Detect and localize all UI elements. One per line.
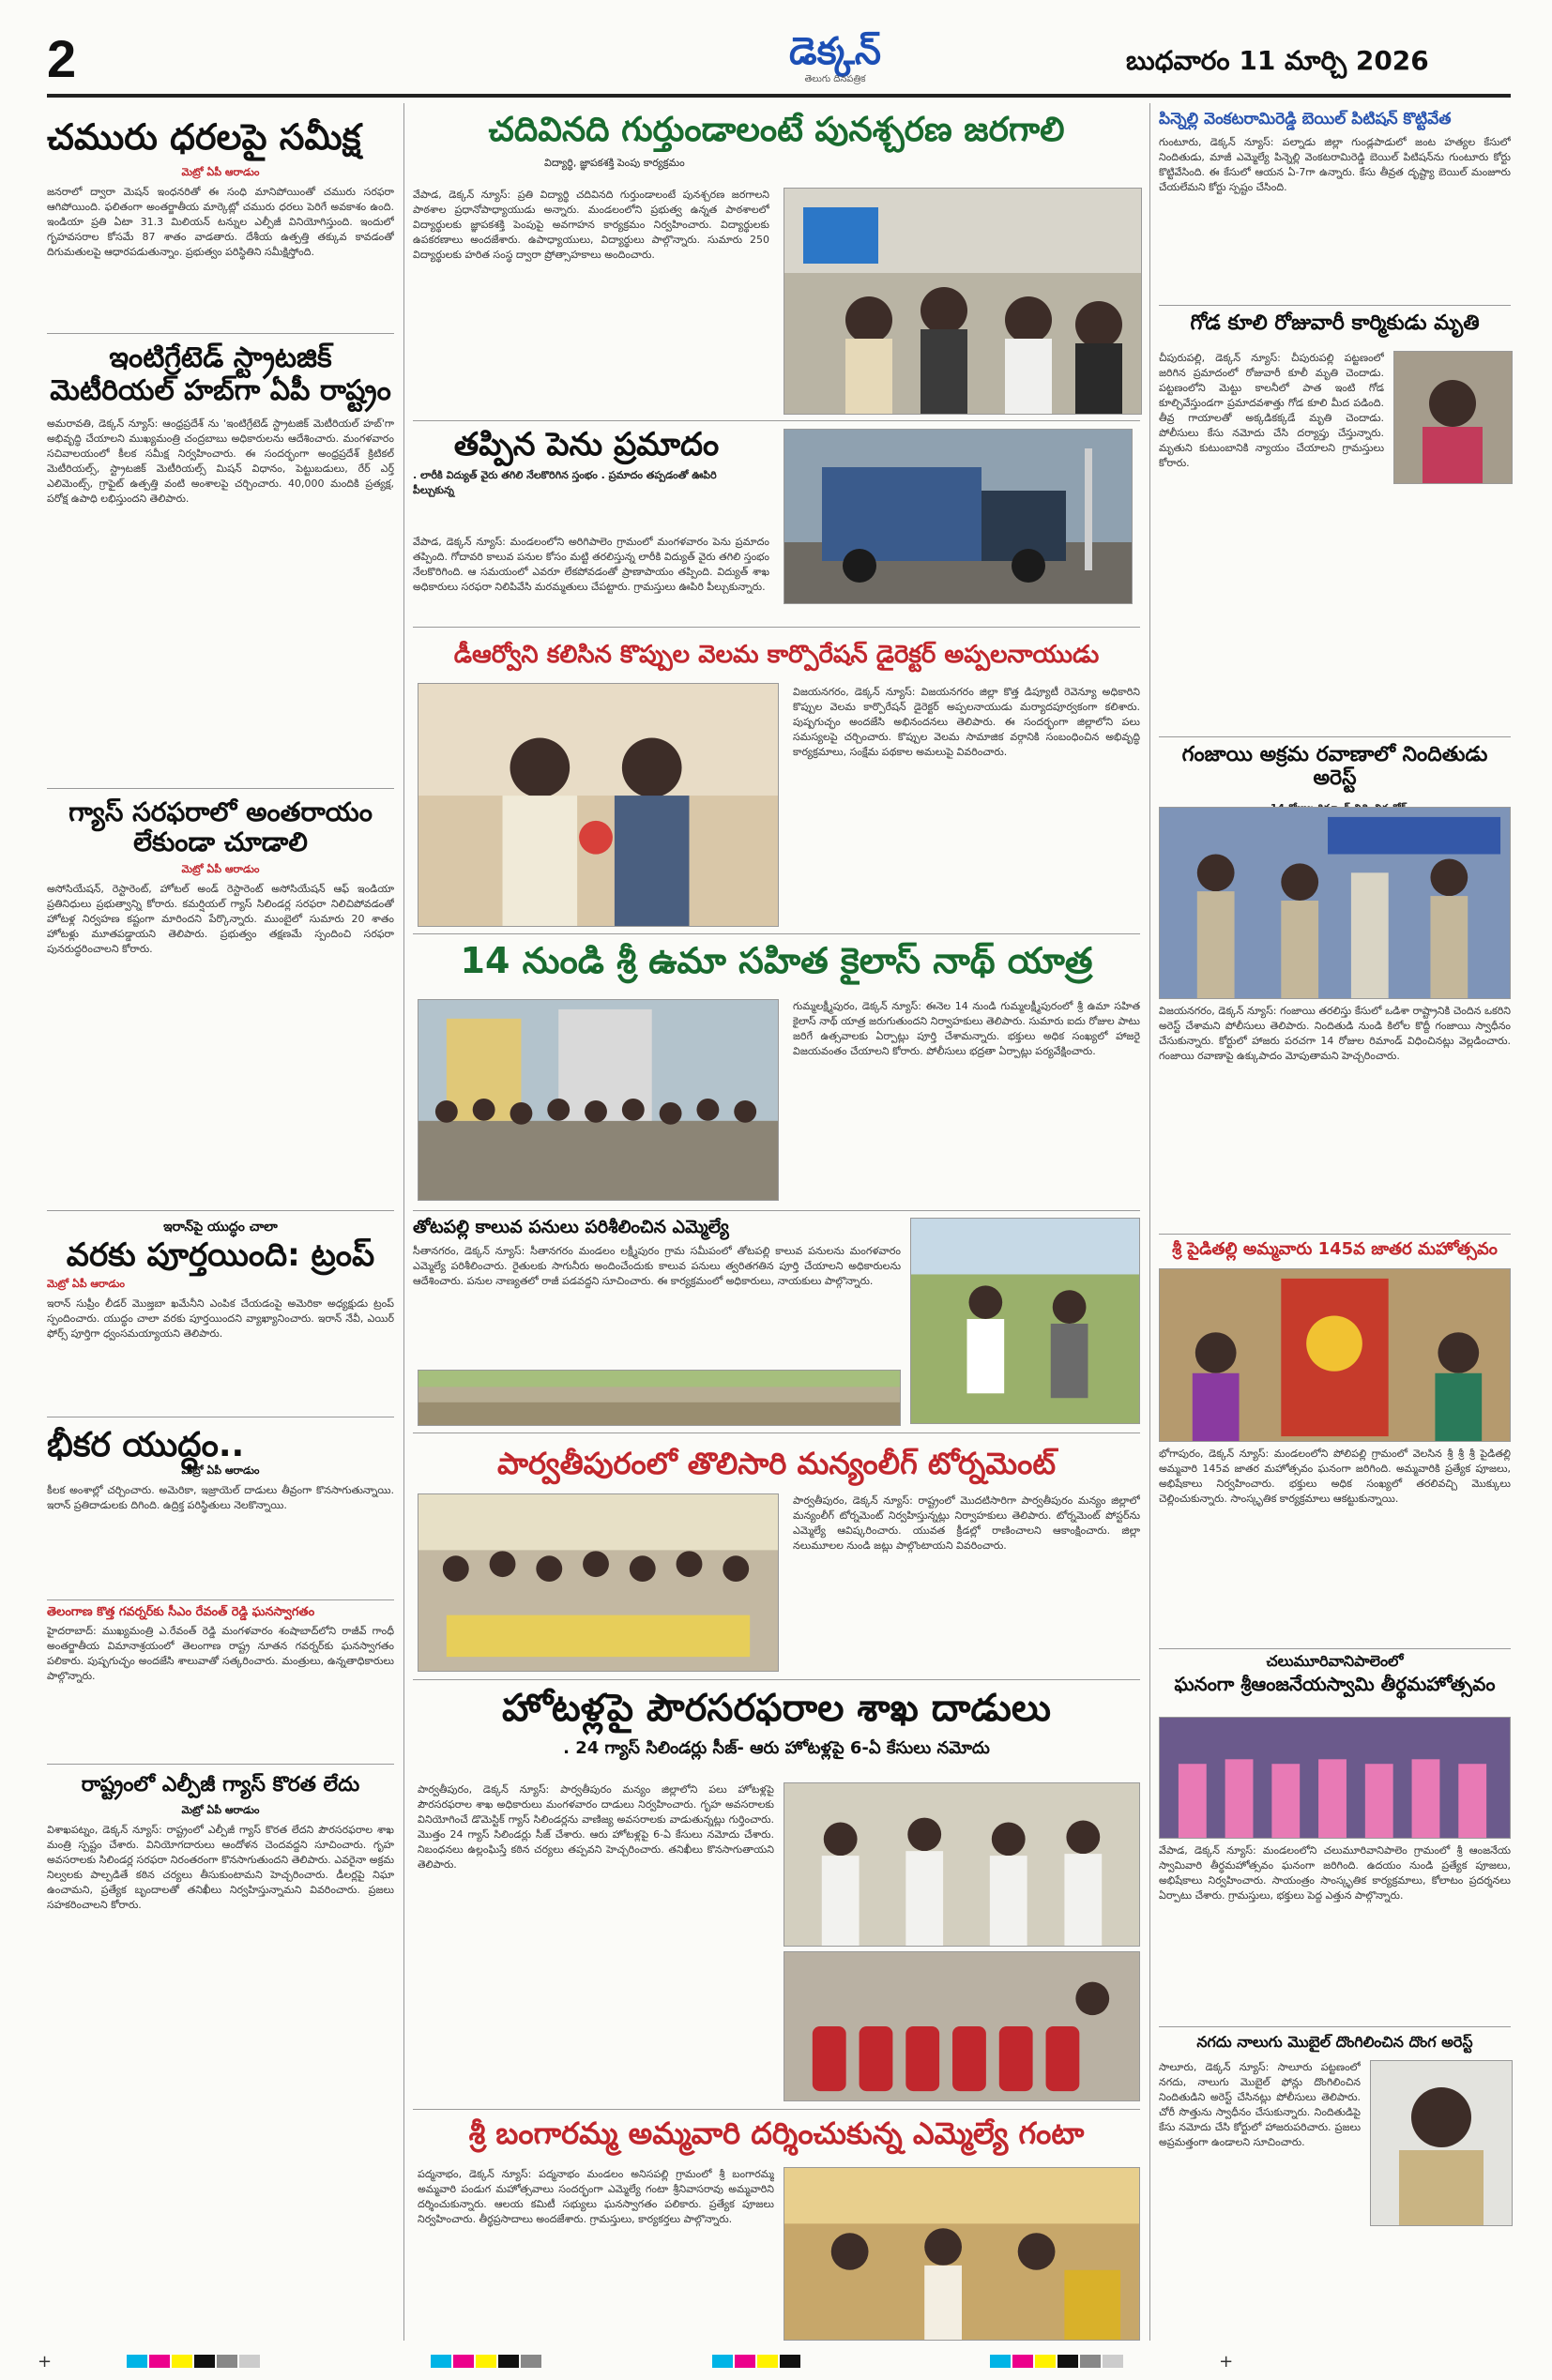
headline: ఘనంగా శ్రీఆంజనేయస్వామి తీర్థమహోత్సవం	[1174, 1673, 1496, 1696]
story-mid-6-headline	[418, 1439, 1135, 1488]
photo-dance-performance	[1159, 1717, 1511, 1839]
headline: గోడ కూలి రోజువారీ కార్మికుడు మృతి	[1190, 311, 1480, 335]
issue-date: బుధవారం 11 మార్చి 2026	[1126, 45, 1429, 76]
headline: నగదు నాలుగు మొబైల్ దొంగిలించిన దొంగ అరెస్ట్	[1196, 2033, 1473, 2051]
divider	[1159, 1648, 1511, 1649]
byline: మెట్రో ఏపీ ఆరాడుం	[181, 1804, 260, 1817]
story-right-1	[1159, 111, 1511, 299]
divider	[413, 1210, 1140, 1211]
headline: భీకర యుద్ధం..	[47, 1426, 245, 1464]
story-mid-4	[413, 941, 1140, 982]
color-swatch	[194, 2355, 215, 2368]
story-body: వేపాడ, డెక్కన్ న్యూస్: ప్రతి విద్యార్థి చదివినది గుర్తుండాలంటే పునశ్చరణ జరగాలని పాఠశాల ప్రధానోపాధ్యాయుడు అన్నారు. మండలంలోని ప్రభుత్వ ఉన్నత పాఠశాలలో విద్యార్థులకు జ్ఞాపకశక్తి పెంపుపై అవగాహన కార్యక్రమం నిర్వహించారు. విద్యార్థులకు ఉపకరణాలు అందజేశారు. ఉపాధ్యాయులు, విద్యార్థులు పాల్గొన్నారు. సుమారు 250 విద్యార్థులకు హరిత సంస్థ ద్వారా ప్రోత్సాహకాలు అందించారు.	[413, 189, 769, 261]
header-rule	[47, 94, 1511, 98]
story-mid-1	[413, 111, 1140, 261]
story-body: విజయనగరం, డెక్కన్ న్యూస్: విజయనగరం జిల్లా కొత్త డిప్యూటీ రెవెన్యూ అధికారిని కొప్పుల వెలమ కార్పొరేషన్ డైరెక్టర్ అప్పలనాయుడు మర్యాదపూర్వకంగా కలిశారు. పుష్పగుచ్ఛం అందజేసి అభినందనలు తెలిపారు. ఈ సందర్భంగా జిల్లాలోని పలు సమస్యలపై చర్చించారు. కొప్పుల వెలమ సామాజిక వర్గానికి సంబంధించిన అభివృద్ధి కార్యక్రమాలు, సంక్షేమ పథకాల అమలుపై వివరించారు.	[793, 686, 1140, 758]
divider	[1159, 1234, 1511, 1235]
column-divider	[1149, 103, 1150, 2341]
story-right-4	[1159, 1240, 1511, 1260]
logo-tagline: తెలుగు దినపత్రిక	[804, 74, 866, 84]
headline: రాష్ట్రంలో ఎల్పీజీ గ్యాస్ కొరత లేదు	[81, 1773, 360, 1796]
story-body: హైదరాబాద్: ముఖ్యమంత్రి ఎ.రేవంత్ రెడ్డి మంగళవారం శంషాబాద్‌లోని రాజీవ్ గాంధీ అంతర్జాతీయ విమానాశ్రయంలో తెలంగాణ రాష్ట్ర నూతన గవర్నర్‌కు ఘనస్వాగతం పలికారు. పుష్పగుచ్ఛం అందజేసి శాలువాతో సత్కరించారు. మంత్రులు, ఉన్నతాధికారులు పాల్గొన్నారు.	[47, 1624, 394, 1682]
story-mid-3-headline	[418, 634, 1135, 675]
headline: ఇంటిగ్రేటెడ్ స్ట్రాటజిక్ మెటీరియల్ హబ్‌గా ఏపీ రాష్ట్రం	[50, 341, 391, 407]
divider	[47, 1210, 394, 1211]
story-right-3	[1159, 743, 1511, 817]
headline: పిన్నెల్లి వెంకటరామిరెడ్డి బెయిల్ పిటిషన్ కొట్టివేత	[1159, 110, 1452, 129]
story-body: కీలక అంశాల్లో చర్చించారు. అమెరికా, ఇజ్రాయెల్ దాడులు తీవ్రంగా కొనసాగుతున్నాయి. ఇరాన్ ప్రతిదాడులకు దిగింది. ఉద్రిక్త పరిస్థితులు నెలకొన్నాయి.	[47, 1484, 394, 1512]
story-left-4	[47, 1220, 394, 1409]
headline: చదివినది గుర్తుండాలంటే పునశ్చరణ జరగాలి	[488, 111, 1065, 149]
column-divider	[403, 103, 404, 2341]
story-body: విజయనగరం, డెక్కన్ న్యూస్: గంజాయి తరలిస్తు కేసులో ఒడిశా రాష్ట్రానికి చెందిన ఒకరిని అరెస్ట్ చేశామని పోలీసులు తెలిపారు. నిందితుడి నుండి కిలోల కొద్దీ గంజాయి స్వాధీనం చేసుకున్నారు. కోర్టులో హాజరు పరచగా 14 రోజుల రిమాండ్ విధించినట్లు వెల్లడించారు. గంజాయి రవాణాపై ఉక్కుపాదం మోపుతామని హెచ్చరించారు.	[1159, 1005, 1511, 1062]
story-body: సాలూరు, డెక్కన్ న్యూస్: సాలూరు పట్టణంలో నగదు, నాలుగు మొబైల్ ఫోన్లు దొంగిలించిన నిందితుడిని అరెస్ట్ చేసినట్లు పోలీసులు తెలిపారు. చోరీ సొత్తును స్వాధీనం చేసుకున్నారు. నిందితుడిపై కేసు నమోదు చేసి కోర్టులో హాజరుపరిచారు. ప్రజలు అప్రమత్తంగా ఉండాలని సూచించారు.	[1159, 2061, 1361, 2148]
story-body: భోగాపురం, డెక్కన్ న్యూస్: మండలంలోని పోలిపల్లి గ్రామంలో వెలసిన శ్రీ శ్రీ శ్రీ పైడితల్లి అమ్మవారి 145వ జాతర మహోత్సవం ఘనంగా జరిగింది. అమ్మవారికి ప్రత్యేక పూజలు, అభిషేకాలు నిర్వహించారు. భక్తులు అధిక సంఖ్యలో తరలివచ్చి మొక్కులు చెల్లించుకున్నారు. సాంస్కృతిక కార్యక్రమాలు ఆకట్టుకున్నాయి.	[1159, 1448, 1511, 1505]
headline: వరకు పూర్తయింది: ట్రంప్	[66, 1236, 375, 1274]
story-body: పార్వతీపురం, డెక్కన్ న్యూస్: పార్వతీపురం మన్యం జిల్లాలోని పలు హోటళ్లపై పౌరసరఫరాల శాఖ అధికారులు మంగళవారం దాడులు నిర్వహించారు. గృహ అవసరాలకు వినియోగించే డొమెస్టిక్ గ్యాస్ సిలిండర్లను వాణిజ్య అవసరాలకు వాడుతున్నట్లు గుర్తించారు. మొత్తం 24 గ్యాస్ సిలిండర్లు సీజ్ చేశారు. ఆరు హోటళ్లపై 6-ఏ కేసులు నమోదు చేశారు. నిబంధనలు ఉల్లంఘిస్తే కఠిన చర్యలు తప్పవని హెచ్చరించారు. తనిఖీలు కొనసాగుతాయని తెలిపారు.	[418, 1783, 774, 1871]
print-color-bar	[0, 2350, 1552, 2372]
color-swatch	[712, 2355, 733, 2368]
photo-police-officer	[1370, 2060, 1513, 2226]
story-left-2	[47, 342, 394, 792]
divider	[413, 2109, 1140, 2110]
photo-yatra-meeting	[418, 999, 779, 1201]
headline: తోటపల్లి కాలువ పనులు పరిశీలించిన ఎమ్మెల్యే	[413, 1217, 729, 1237]
story-body: గుమ్మలక్ష్మీపురం, డెక్కన్ న్యూస్: ఈనెల 14 నుండి గుమ్మలక్ష్మీపురంలో శ్రీ ఉమా సహిత కైలాస్ నాథ్ యాత్ర జరుగుతుందని నిర్వాహకులు తెలిపారు. సుమారు ఐదు రోజుల పాటు జరిగే ఉత్సవాలకు ఏర్పాట్లు పూర్తి చేశామన్నారు. భక్తులు అధిక సంఖ్యలో హాజరై విజయవంతం చేయాలని కోరారు. పోలీసులు భద్రతా ఏర్పాట్లు పర్యవేక్షించారు.	[793, 1000, 1140, 1057]
story-right-5	[1159, 1653, 1511, 1695]
subhead: విద్యార్థి, జ్ఞాపకశక్తి పెంపు కార్యక్రమం	[544, 157, 685, 170]
divider	[413, 627, 1140, 628]
color-swatch	[476, 2355, 496, 2368]
divider	[413, 1679, 1140, 1680]
color-swatch	[990, 2355, 1011, 2368]
color-swatch	[217, 2355, 237, 2368]
color-swatch	[757, 2355, 778, 2368]
kicker: ఇరాన్‌పై యుద్ధం చాలా	[163, 1220, 278, 1235]
photo-police-arrest	[1159, 807, 1511, 999]
headline: 14 నుండి శ్రీ ఉమా సహిత కైలాస్ నాథ్ యాత్ర	[460, 940, 1093, 981]
photo-temple-visit	[784, 2167, 1140, 2341]
story-mid-8	[413, 2116, 1140, 2151]
story-body: జనరాలో ద్వారా మెషన్ ఇంధనరితో ఈ సంధి మానిపోయింతో చమురు సరఫరా ఆగిపోయింది. ఫలితంగా అంతర్జాతీయ మార్కెట్లో చమురు ధరలు పెరిగే అవకాశం ఉంది. ఇండియా ప్రతి ఏటా 31.3 మిలియన్ టన్నుల ఎల్పీజీ వినియోగిస్తుంది. ఇందులో గృహవసరాల కోసమే 87 శాతం వాడతారు. దేశీయ ఉత్పత్తి తక్కువ కావడంతో దిగుమతులపై ఆధారపడుతున్నాం. ప్రభుత్వం పరిస్థితిని సమీక్షిస్తోంది.	[47, 185, 394, 258]
divider	[47, 788, 394, 789]
headline: చమురు ధరలపై సమీక్ష	[47, 116, 361, 158]
divider	[1159, 2026, 1511, 2027]
divider	[1159, 305, 1511, 306]
story-body: వేపాడ, డెక్కన్ న్యూస్: మండలంలోని అరిగిపాలెం గ్రామంలో మంగళవారం పెను ప్రమాదం తప్పింది. గోదావరి కాలువ పనుల కోసం మట్టి తరలిస్తున్న లారీకి విద్యుత్ వైరు తగిలి స్తంభం నేలకొరిగింది. ఆ సమయంలో ఎవరూ లేకపోవడంతో ప్రాణాపాయం తప్పింది. విద్యుత్ శాఖ అధికారులు సరఫరా నిలిపివేసి మరమ్మతులు చేపట్టారు. గ్రామస్తులు ఊపిరి పీల్చుకున్నారు.	[413, 536, 769, 593]
story-left-6	[47, 1606, 394, 1760]
photo-officials-hotel	[784, 1782, 1140, 1947]
subhead: . 24 గ్యాస్ సిలిండర్లు సీజ్- ఆరు హోటళ్లపై 6-ఏ కేసులు నమోదు	[563, 1738, 990, 1758]
headline: పార్వతీపురంలో తొలిసారి మన్యంలీగ్ టోర్నమెంట్	[496, 1446, 1057, 1481]
story-left-1	[47, 117, 394, 274]
headline: హోటళ్లపై పౌరసరఫరాల శాఖ దాడులు	[501, 1687, 1052, 1730]
logo-text: డెక్కన్	[789, 30, 881, 73]
divider	[47, 333, 394, 334]
byline: మెట్రో ఏపీ ఆరాడుం	[181, 863, 260, 876]
color-swatch	[498, 2355, 519, 2368]
story-body: చీపురుపల్లి, డెక్కన్ న్యూస్: చీపురుపల్లి పట్టణంలో జరిగిన ప్రమాదంలో రోజువారీ కూలీ మృతి చెందాడు. పట్టణంలోని మెట్టు కాలనీలో పాత ఇంటి గోడ కూల్చివేస్తుండగా ప్రమాదవశాత్తు గోడ కూలి మీద పడింది. తీవ్ర గాయాలతో అక్కడికక్కడే మృతి చెందాడు. పోలీసులు కేసు నమోదు చేసి దర్యాప్తు చేస్తున్నారు. మృతుని కుటుంబానికి న్యాయం చేయాలని గ్రామస్తులు కోరారు.	[1159, 352, 1384, 469]
story-body: అసోసియేషన్, రెస్టారెంట్, హోటల్ అండ్ రెస్టారెంట్ అసోసియేషన్ ఆఫ్ ఇండియా ప్రతినిధులు ప్రభుత్వాన్ని కోరారు. కమర్షియల్ గ్యాస్ సిలిండర్ల సరఫరా నిలిచిపోవడంతో హోటళ్ల నిర్వహణ కష్టంగా మారిందని పేర్కొన్నారు. ముంబైలో సుమారు 20 శాతం హోటళ్లు మూతపడ్డాయని తెలిపారు. ప్రభుత్వం తక్షణమే స్పందించి సరఫరా పునరుద్ధరించాలని కోరారు.	[47, 883, 394, 956]
color-swatch	[1103, 2355, 1123, 2368]
story-right-2	[1159, 311, 1511, 469]
story-left-3	[47, 797, 394, 1163]
photo-festival-deity	[1159, 1268, 1511, 1442]
story-mid-2	[413, 426, 1140, 593]
color-swatch	[1035, 2355, 1056, 2368]
divider	[413, 420, 1140, 421]
photo-lorry	[784, 429, 1133, 604]
color-swatch	[431, 2355, 451, 2368]
story-body: ఇరాన్ సుప్రీం లీడర్ మొజ్తబా ఖమేనీని ఎంపిక చేయడంపై అమెరికా అధ్యక్షుడు ట్రంప్ స్పందించారు. యుద్ధం చాలా వరకు పూర్తయిందని వ్యాఖ్యానించారు. ఇరాన్ నేవీ, ఎయిర్ ఫోర్స్ పూర్తిగా ధ్వంసమయ్యాయని తెలిపారు.	[47, 1297, 394, 1341]
color-swatch	[735, 2355, 755, 2368]
headline: గ్యాస్ సరఫరాలో అంతరాయం లేకుండా చూడాలి	[68, 796, 373, 858]
page-number: 2	[47, 29, 77, 88]
photo-meeting-official	[418, 683, 779, 927]
story-body: పార్వతీపురం, డెక్కన్ న్యూస్: రాష్ట్రంలో మొదటిసారిగా పార్వతీపురం మన్యం జిల్లాలో మన్యంలీగ్ టోర్నమెంట్ నిర్వహిస్తున్నట్లు నిర్వాహకులు తెలిపారు. టోర్నమెంట్ పోస్టర్‌ను ఎమ్మెల్యే ఆవిష్కరించారు. యువత క్రీడల్లో రాణించాలని ఆకాంక్షించారు. జిల్లా నలుమూలల నుండి జట్లు పాల్గొంటాయని వివరించారు.	[793, 1494, 1140, 1552]
headline: డీఆర్వోని కలిసిన కొప్పుల వెలమ కార్పొరేషన్ డైరెక్టర్ అప్పలనాయుడు	[453, 641, 1100, 669]
color-swatch	[1080, 2355, 1101, 2368]
headline: గంజాయి అక్రమ రవాణాలో నిందితుడు అరెస్ట్	[1181, 743, 1488, 791]
color-swatch	[521, 2355, 541, 2368]
color-swatch	[172, 2355, 192, 2368]
story-mid-7	[413, 1687, 1140, 1759]
registration-mark-icon: +	[38, 2351, 53, 2372]
photo-mla-canal	[910, 1218, 1140, 1424]
color-swatch	[453, 2355, 474, 2368]
byline: మెట్రో ఏపీ ఆరాడుం	[47, 1278, 125, 1291]
story-body: విశాఖపట్నం, డెక్కన్ న్యూస్: రాష్ట్రంలో ఎల్పీజీ గ్యాస్ కొరత లేదని పౌరసరఫరాల శాఖ మంత్రి స్పష్టం చేశారు. వినియోగదారులు ఆందోళన చెందవద్దని సూచించారు. గృహ అవసరాలకు సిలిండర్ల సరఫరా నిరంతరంగా కొనసాగుతుందని తెలిపారు. ఎవరైనా అక్రమ నిల్వలకు పాల్పడితే కఠిన చర్యలు తీసుకుంటామని హెచ్చరించారు. డీలర్లపై నిఘా ఉంచామని, ప్రత్యేక బృందాలతో తనిఖీలు నిర్వహిస్తున్నామని వివరించారు. ప్రజలు సహకరించాలని కోరారు.	[47, 1824, 394, 1912]
newspaper-logo	[751, 30, 920, 86]
photo-canal	[418, 1370, 901, 1426]
story-left-5	[47, 1426, 394, 1577]
color-swatch	[239, 2355, 260, 2368]
color-swatch	[149, 2355, 170, 2368]
divider	[47, 1764, 394, 1765]
headline: తెలంగాణ కొత్త గవర్నర్‌కు సీఎం రేవంత్ రెడ్డి ఘనస్వాగతం	[47, 1605, 315, 1619]
headline: శ్రీ పైడితల్లి అమ్మవారు 145వ జాతర మహోత్సవం	[1172, 1239, 1498, 1259]
registration-mark-icon: +	[1219, 2351, 1234, 2372]
divider	[413, 933, 1140, 934]
subhead: . లారీకి విద్యుత్ వైరు తగిలి నేలకొరిగిన స్తంభం . ప్రమాదం తప్పడంతో ఊపిరి పీల్చుకున్న	[413, 469, 717, 497]
headline: శ్రీ బంగారమ్మ అమ్మవారి దర్శించుకున్న ఎమ్మెల్యే గంటా	[468, 2115, 1085, 2151]
color-swatch	[780, 2355, 800, 2368]
color-swatch	[127, 2355, 147, 2368]
color-swatch	[1057, 2355, 1078, 2368]
story-body: పద్మనాభం, డెక్కన్ న్యూస్: పద్మనాభం మండలం అనిసపల్లి గ్రామంలో శ్రీ బంగారమ్మ అమ్మవారి పండుగ మహోత్సవాలు సందర్భంగా ఎమ్మెల్యే గంటా శ్రీనివాసరావు అమ్మవారిని దర్శించుకున్నారు. ఆలయ కమిటీ సభ్యులు ఘనస్వాగతం పలికారు. ప్రత్యేక పూజలు నిర్వహించారు. తీర్థప్రసాదాలు అందజేశారు. గ్రామస్తులు, కార్యకర్తలు పాల్గొన్నారు.	[418, 2168, 774, 2225]
divider	[47, 1599, 394, 1600]
color-swatch	[1012, 2355, 1033, 2368]
byline: మెట్రో ఏపీ ఆరాడుం	[181, 1464, 260, 1478]
story-body: గుంటూరు, డెక్కన్ న్యూస్: పల్నాడు జిల్లా గుండ్లపాడులో జంట హత్యల కేసులో నిందితుడు, మాజీ ఎమ్మెల్యే పిన్నెల్లి వెంకటరామిరెడ్డి బెయిల్ పిటిషన్‌ను గుంటూరు కోర్టు కొట్టివేసింది. ఈ కేసులో ఆయన ఏ-7గా ఉన్నారు. కేసు తీవ్రత దృష్ట్యా బెయిల్ మంజూరు చేయలేమని కోర్టు స్పష్టం చేసింది.	[1159, 135, 1511, 193]
photo-gas-cylinders	[784, 1951, 1140, 2101]
photo-students-award	[784, 188, 1142, 415]
story-body: వేపాడ, డెక్కన్ న్యూస్: మండలంలోని చలుమూరివానిపాలెం గ్రామంలో శ్రీ ఆంజనేయ స్వామివారి తీర్థమహోత్సవం ఘనంగా జరిగింది. ఉదయం నుండి ప్రత్యేక పూజలు, అభిషేకాలు నిర్వహించారు. సాయంత్రం సాంస్కృతిక కార్యక్రమాలు, కోలాటం ప్రదర్శనలు ఏర్పాటు చేశారు. గ్రామస్తులు, భక్తులు పెద్ద ఎత్తున పాల్గొన్నారు.	[1159, 1844, 1511, 1902]
masthead	[0, 0, 1552, 103]
photo-accident-victim	[1393, 351, 1513, 484]
story-body: అమరావతి, డెక్కన్ న్యూస్: ఆంధ్రప్రదేశ్ ను 'ఇంటిగ్రేటెడ్ స్ట్రాటజిక్ మెటీరియల్ హబ్'గా అభివృద్ధి చేయాలని ముఖ్యమంత్రి చంద్రబాబు అధికారులను ఆదేశించారు. మంగళవారం సచివాలయంలో కీలక సమీక్ష నిర్వహించారు. ఈ సందర్భంగా అంధ్రప్రదేశ్ క్రిటికల్ మెటీరియల్స్, స్ట్రాటజిక్ మెటీరియల్స్ మిషన్ విధానం, పెట్టుబడులు, రేర్ ఎర్త్ ఎలిమెంట్స్, గ్రాఫైట్ ఉత్పత్తి వంటి అంశాలపై చర్చించారు. 40,000 మందికి ప్రత్యక్ష, పరోక్ష ఉపాధి లభిస్తుందని తెలిపారు.	[47, 417, 394, 505]
story-left-7	[47, 1773, 394, 2311]
story-right-6	[1159, 2033, 1511, 2148]
photo-tournament-poster	[418, 1493, 779, 1672]
kicker: చలుమూరివానిపాలెంలో	[1266, 1652, 1404, 1670]
story-mid-5	[413, 1218, 901, 1380]
divider	[1159, 736, 1511, 737]
headline: తప్పిన పెను ప్రమాదం	[453, 426, 720, 463]
story-body: సీతానగరం, డెక్కన్ న్యూస్: సీతానగరం మండలం లక్ష్మీపురం గ్రామ సమీపంలో తోటపల్లి కాలువ పనులను మంగళవారం ఎమ్మెల్యే పరిశీలించారు. రైతులకు సాగునీరు అందించేందుకు కాలువ పనులు త్వరితగతిన పూర్తి చేయాలని అధికారులను ఆదేశించారు. పనుల నాణ్యతలో రాజీ పడవద్దని సూచించారు. ఈ కార్యక్రమంలో అధికారులు, నాయకులు పాల్గొన్నారు.	[413, 1244, 901, 1287]
byline: మెట్రో ఏపీ ఆరాడుం	[181, 165, 260, 178]
